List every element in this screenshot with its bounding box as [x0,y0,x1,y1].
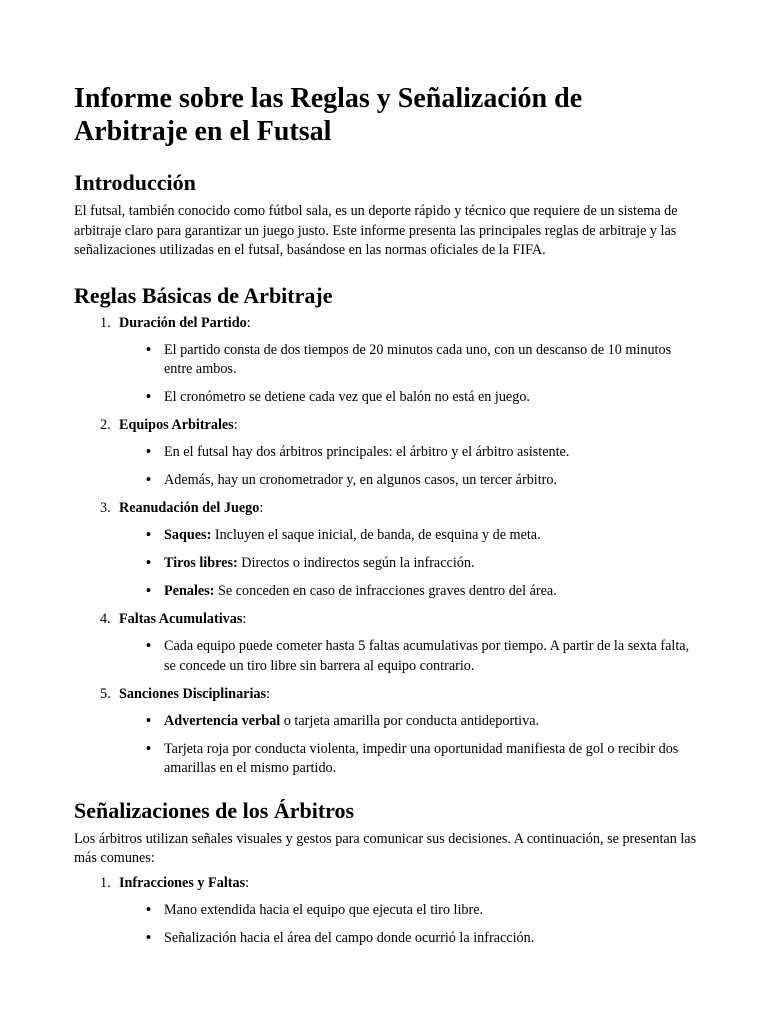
bullet-bold-text: Tiros libres: [164,555,238,571]
item-colon: : [246,314,251,331]
bullet-item [119,712,698,732]
item-label: Faltas Acumulativas [119,611,243,627]
item-colon: : [242,611,247,627]
item-number: 3. [100,500,111,516]
bullet-icon: • [146,712,151,729]
bullet-text: Tarjeta roja por conducta violenta, impedir una oportunidad manifiesta de gol o recibir dos amarillas en el mismo partido. [164,740,679,776]
document-title: Informe sobre las Reglas y Señalización de Arbitraje en el Futsal [74,83,583,147]
rules-list [74,314,698,779]
item-number: 5. [100,685,111,702]
bullet-icon: • [146,740,151,757]
bullet-text: Incluyen el saque inicial, de banda, de esquina y de meta. [211,527,541,543]
signals-list [74,874,698,949]
bullet-icon: • [146,341,151,358]
bullet-item [119,582,698,602]
bullet-text: Cada equipo puede cometer hasta 5 faltas acumulativas por tiempo. A partir de la sexta falta, se concede un tiro libre sin barrera al equipo contrario. [164,638,690,674]
bullet-text: Directos o indirectos según la infracción. [237,555,475,571]
bullet-item [119,341,698,380]
bullet-icon: • [146,929,151,946]
bullet-item [119,740,698,779]
bullet-list [119,341,698,408]
item-label: Sanciones Disciplinarias [119,685,267,702]
bullet-item [119,471,698,491]
bullet-icon: • [146,527,151,543]
item-number: 4. [100,611,111,627]
bullet-text: En el futsal hay dos árbitros principales: el árbitro y el árbitro asistente. [164,444,570,460]
bullet-list [119,901,698,949]
bullet-bold-text: Penales: [164,583,215,599]
bullet-item [119,526,698,546]
item-label: Equipos Arbitrales [119,417,234,433]
bullet-list [119,526,698,602]
bullet-item [119,929,698,949]
numbered-item [74,874,698,949]
item-number: 1. [100,874,111,891]
item-colon: : [266,685,270,702]
bullet-list [119,637,698,676]
bullet-text: Se conceden en caso de infracciones graves dentro del área. [214,583,557,599]
bullet-text: Señalización hacia el área del campo donde ocurrió la infracción. [164,929,535,946]
signals-heading: Señalizaciones de los Árbitros [74,797,355,823]
signals-paragraph: Los árbitros utilizan señales visuales y gestos para comunicar sus decisiones. A continuación, se presentan las más comunes: [74,830,697,866]
bullet-text: Además, hay un cronometrador y, en algunos casos, un tercer árbitro. [164,472,558,488]
numbered-item [74,416,698,491]
intro-paragraph: El futsal, también conocido como fútbol sala, es un deporte rápido y técnico que requiere de un sistema de arbitraje claro para garantizar un juego justo. Este informe presenta las principales reglas de arbitraje y las señalizaciones utilizadas en el futsal, basándose en las normas oficiales de la FIFA. [74,203,678,258]
item-number: 1. [100,314,111,331]
bullet-item [119,388,698,408]
numbered-item [74,314,698,408]
bullet-bold-text: Advertencia verbal [164,712,281,729]
bullet-list [119,443,698,491]
numbered-item [74,685,698,779]
bullet-text: El cronómetro se detiene cada vez que el balón no está en juego. [164,389,530,405]
item-label: Reanudación del Juego [119,500,260,516]
bullet-text: o tarjeta amarilla por conducta antideportiva. [280,712,540,729]
item-colon: : [233,417,238,433]
bullet-item [119,443,698,463]
bullet-icon: • [146,901,151,918]
bullet-icon: • [146,444,151,460]
bullet-bold-text: Saques: [164,527,212,543]
bullet-item [119,637,698,676]
intro-heading: Introducción [74,170,196,195]
bullet-item [119,554,698,574]
bullet-item [119,901,698,921]
bullet-icon: • [146,555,151,571]
bullet-text: Mano extendida hacia el equipo que ejecuta el tiro libre. [164,901,484,918]
item-label: Duración del Partido [119,314,247,331]
item-colon: : [245,874,250,891]
item-number: 2. [100,417,111,433]
numbered-item [74,499,698,602]
bullet-list [119,712,698,779]
item-label: Infracciones y Faltas [119,874,246,891]
numbered-item [74,610,698,676]
bullet-icon: • [146,389,151,405]
bullet-icon: • [146,638,151,654]
rules-heading: Reglas Básicas de Arbitraje [74,282,333,308]
item-colon: : [259,500,264,516]
bullet-icon: • [146,583,151,599]
bullet-icon: • [146,472,151,488]
bullet-text: El partido consta de dos tiempos de 20 minutos cada uno, con un descanso de 10 minutos entre ambos. [164,341,672,377]
